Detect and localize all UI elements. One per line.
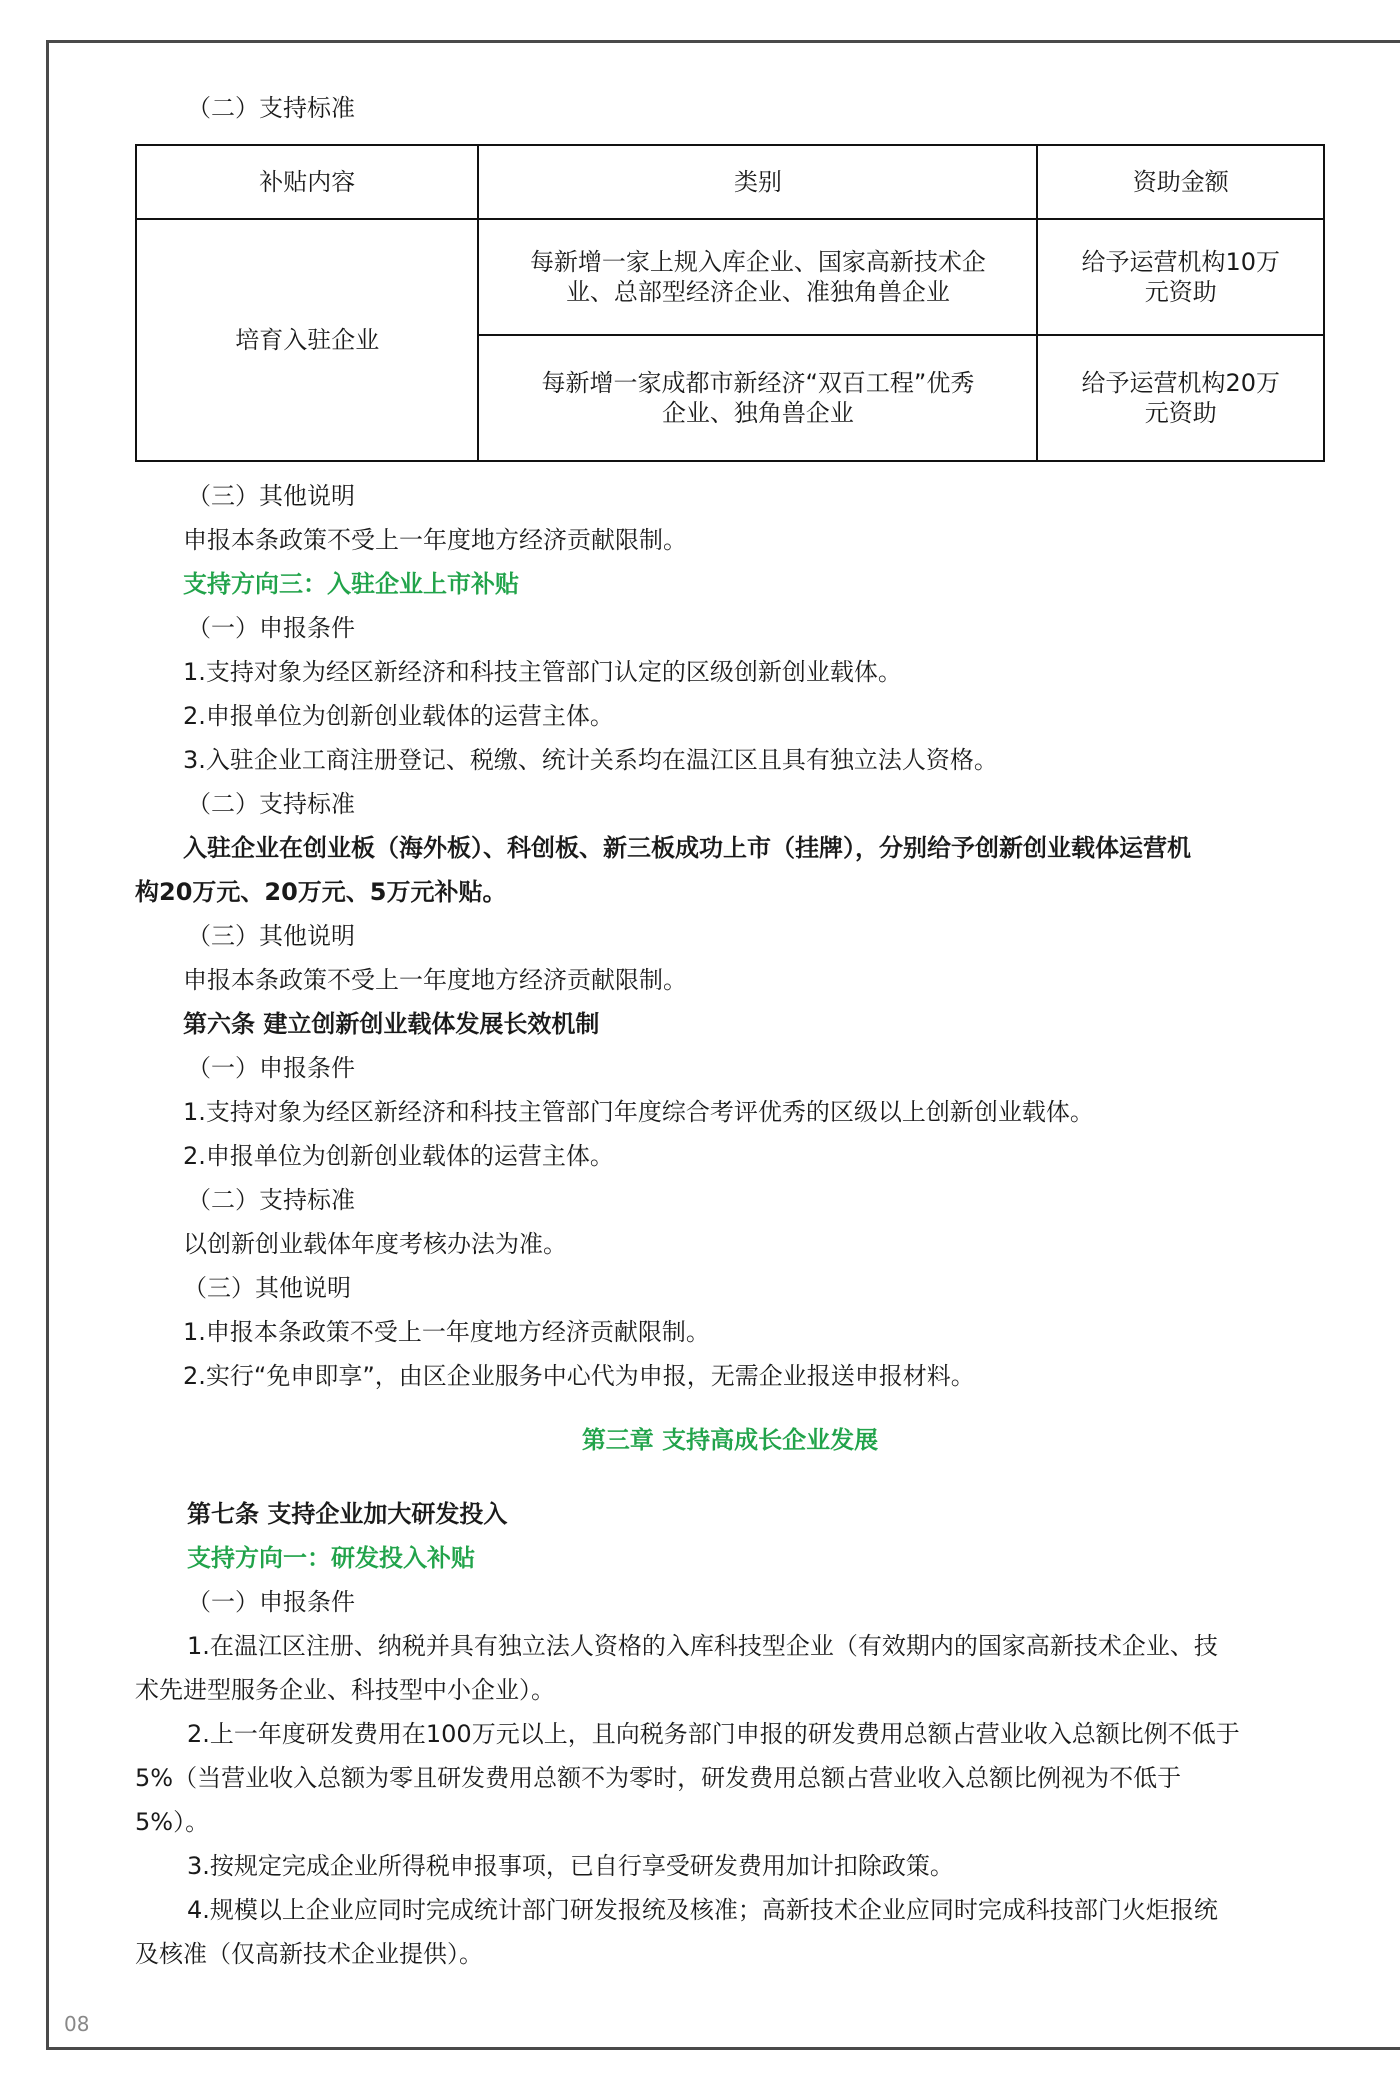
apply-conditions-heading: （一）申报条件 bbox=[187, 1588, 355, 1616]
support-standard-heading: （二）支持标准 bbox=[187, 94, 355, 122]
article6-title: 第六条 建立创新创业载体发展长效机制 bbox=[183, 1010, 600, 1038]
support-standard-heading: （二）支持标准 bbox=[187, 1186, 355, 1214]
category-line: 企业、独角兽企业 bbox=[661, 399, 854, 427]
listing-subsidy-text: 构20万元、20万元、5万元补贴。 bbox=[135, 878, 507, 906]
apply-conditions-heading: （一）申报条件 bbox=[187, 614, 355, 642]
header-category: 类别 bbox=[478, 145, 1037, 219]
amount-line: 给予运营机构10万 bbox=[1081, 248, 1280, 276]
row-label-cell: 培育入驻企业 bbox=[136, 219, 478, 461]
amount-cell bbox=[1037, 219, 1324, 335]
other-notes-heading: （三）其他说明 bbox=[187, 922, 355, 950]
amount-cell bbox=[1037, 335, 1324, 461]
paragraph: 申报本条政策不受上一年度地方经济贡献限制。 bbox=[183, 526, 687, 554]
category-line: 每新增一家成都市新经济“双百工程”优秀 bbox=[541, 369, 975, 397]
paragraph: 5%（当营业收入总额为零且研发费用总额不为零时，研发费用总额占营业收入总额比例视为不低于 bbox=[135, 1764, 1182, 1792]
other-notes-heading: （三）其他说明 bbox=[187, 482, 355, 510]
apply-conditions-heading: （一）申报条件 bbox=[187, 1054, 355, 1082]
paragraph: 2.上一年度研发费用在100万元以上，且向税务部门申报的研发费用总额占营业收入总额比例不低于 bbox=[187, 1720, 1240, 1748]
paragraph: 及核准（仅高新技术企业提供）。 bbox=[135, 1940, 483, 1968]
direction1-title: 支持方向一：研发投入补贴 bbox=[187, 1544, 475, 1572]
paragraph: 以创新创业载体年度考核办法为准。 bbox=[183, 1230, 567, 1258]
header-amount: 资助金额 bbox=[1037, 145, 1324, 219]
category-line: 每新增一家上规入库企业、国家高新技术企 bbox=[529, 248, 986, 276]
paragraph: 1.申报本条政策不受上一年度地方经济贡献限制。 bbox=[183, 1318, 710, 1346]
listing-subsidy-text: 入驻企业在创业板（海外板）、科创板、新三板成功上市（挂牌），分别给予创新创业载体运营机 bbox=[183, 834, 1191, 862]
page-content bbox=[135, 86, 1325, 1976]
other-notes-heading: （三）其他说明 bbox=[183, 1274, 351, 1302]
paragraph: 申报本条政策不受上一年度地方经济贡献限制。 bbox=[183, 966, 687, 994]
category-cell bbox=[478, 335, 1037, 461]
paragraph: 4.规模以上企业应同时完成统计部门研发报统及核准；高新技术企业应同时完成科技部门火炬报统 bbox=[187, 1896, 1218, 1924]
paragraph: 5%）。 bbox=[135, 1808, 210, 1836]
amount-line: 元资助 bbox=[1144, 399, 1217, 427]
chapter3-title: 第三章 支持高成长企业发展 bbox=[581, 1426, 879, 1454]
paragraph: 1.支持对象为经区新经济和科技主管部门认定的区级创新创业载体。 bbox=[183, 658, 902, 686]
paragraph: 2.申报单位为创新创业载体的运营主体。 bbox=[183, 702, 614, 730]
category-cell bbox=[478, 219, 1037, 335]
paragraph: 2.申报单位为创新创业载体的运营主体。 bbox=[183, 1142, 614, 1170]
paragraph: 2.实行“免申即享”，由区企业服务中心代为申报，无需企业报送申报材料。 bbox=[183, 1362, 975, 1390]
header-subsidy-content: 补贴内容 bbox=[136, 145, 478, 219]
paragraph: 1.在温江区注册、纳税并具有独立法人资格的入库科技型企业（有效期内的国家高新技术企业、技 bbox=[187, 1632, 1218, 1660]
support-standard-heading: （二）支持标准 bbox=[187, 790, 355, 818]
amount-line: 给予运营机构20万 bbox=[1081, 369, 1280, 397]
article7-title: 第七条 支持企业加大研发投入 bbox=[187, 1500, 508, 1528]
paragraph: 术先进型服务企业、科技型中小企业）。 bbox=[135, 1676, 555, 1704]
paragraph: 3.按规定完成企业所得税申报事项，已自行享受研发费用加计扣除政策。 bbox=[187, 1852, 954, 1880]
page-number: 08 bbox=[64, 2012, 90, 2036]
subsidy-table bbox=[135, 144, 1325, 462]
paragraph: 1.支持对象为经区新经济和科技主管部门年度综合考评优秀的区级以上创新创业载体。 bbox=[183, 1098, 1094, 1126]
table-header-row bbox=[136, 145, 1324, 219]
amount-line: 元资助 bbox=[1144, 278, 1217, 306]
table-row bbox=[136, 219, 1324, 335]
direction3-title: 支持方向三：入驻企业上市补贴 bbox=[183, 570, 519, 598]
category-line: 业、总部型经济企业、准独角兽企业 bbox=[565, 278, 950, 306]
paragraph: 3.入驻企业工商注册登记、税缴、统计关系均在温江区且具有独立法人资格。 bbox=[183, 746, 998, 774]
